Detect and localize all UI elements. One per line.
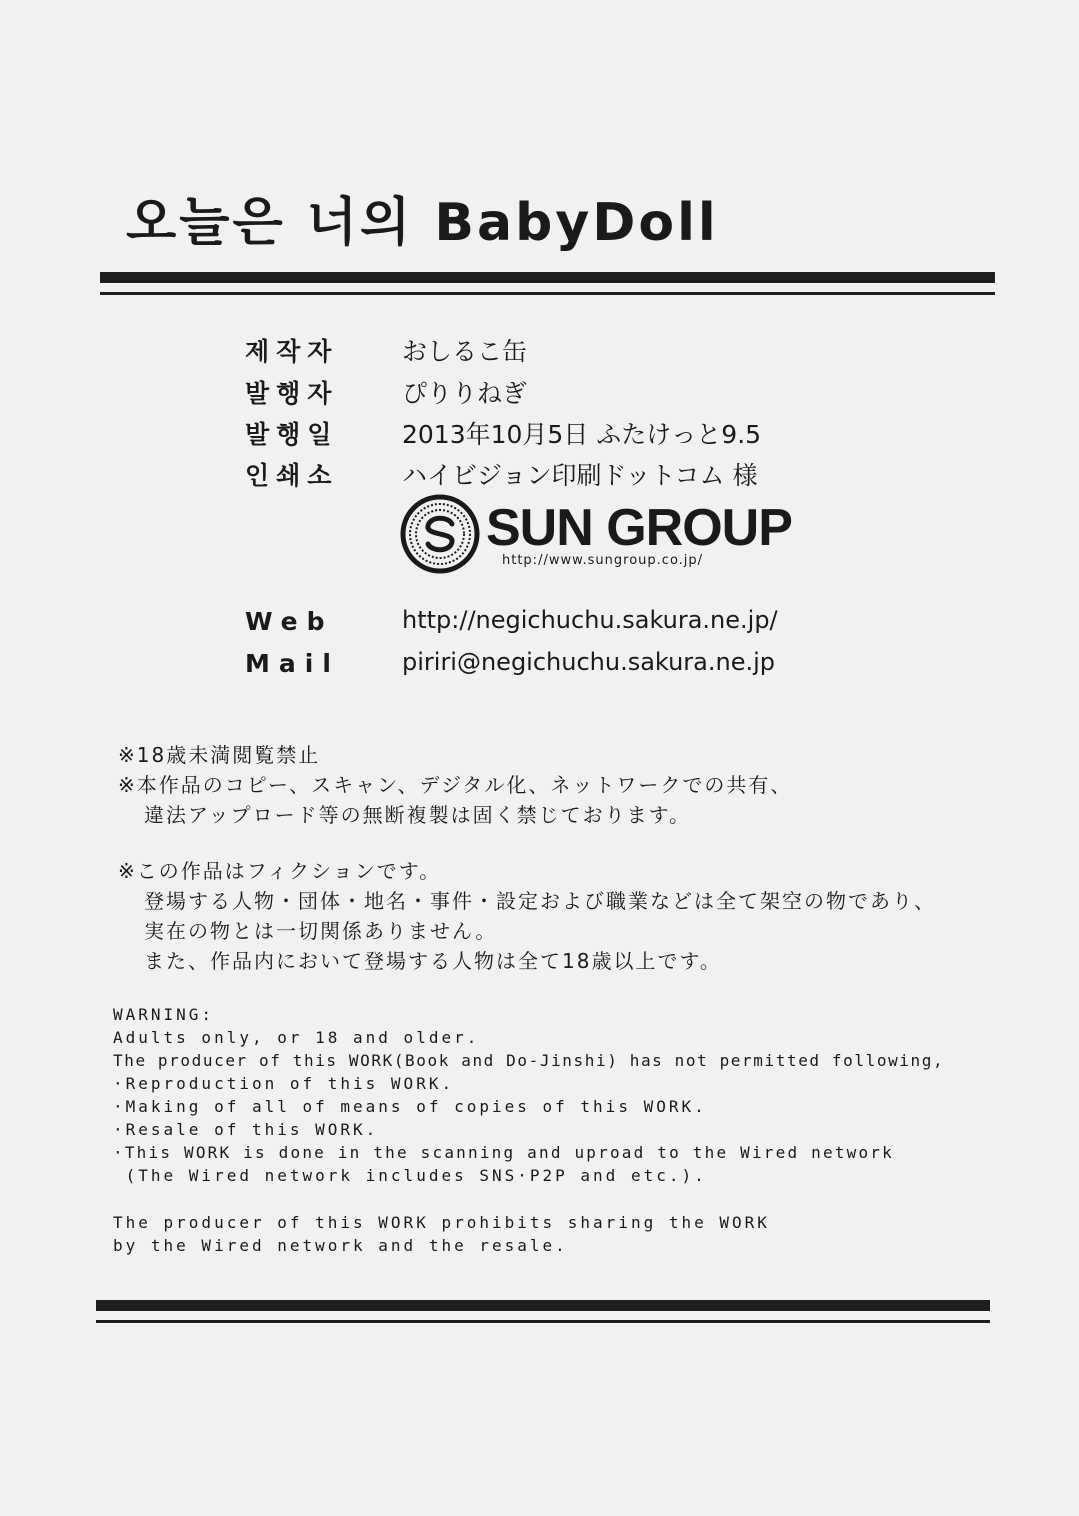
notice-line: 実在の物とは一切関係ありません。 [144, 919, 498, 943]
mail-address-link[interactable]: piriri@negichuchu.sakura.ne.jp [402, 648, 776, 676]
printer-label: 인쇄소 [245, 461, 339, 490]
mail-label: Mail [245, 649, 340, 678]
producer-label: 제작자 [245, 337, 339, 366]
web-label: Web [245, 607, 334, 636]
notice-line: ※この作品はフィクションです。 [118, 859, 442, 883]
bottom-rule-thin [96, 1320, 990, 1323]
publish-date-label: 발행일 [245, 420, 339, 449]
web-url-link[interactable]: http://negichuchu.sakura.ne.jp/ [402, 606, 778, 634]
page-title: 오늘은 너의 BabyDoll [126, 193, 719, 253]
sun-group-url: http://www.sungroup.co.jp/ [502, 553, 704, 568]
warning-line: ·Reproduction of this WORK. [113, 1074, 455, 1093]
warning-line: by the Wired network and the resale. [113, 1236, 568, 1255]
notice-line: 違法アップロード等の無断複製は固く禁じております。 [144, 803, 691, 827]
notice-line: また、作品内において登場する人物は全て18歳以上です。 [144, 949, 722, 973]
top-rule-thin [100, 292, 995, 295]
notice-line: 登場する人物・団体・地名・事件・設定および職業などは全て架空の物であり、 [144, 889, 936, 913]
publisher-label: 발행자 [245, 379, 339, 408]
sun-group-logo-text: SUN GROUP [486, 499, 792, 557]
publisher-value: ぴりりねぎ [402, 379, 528, 408]
warning-line: ·Making of all of means of copies of this WORK. [113, 1097, 707, 1116]
sun-group-emblem-icon [400, 494, 480, 574]
warning-line: ·This WORK is done in the scanning and uproad to the Wired network [113, 1143, 894, 1162]
warning-line: The producer of this WORK prohibits sharing the WORK [113, 1213, 770, 1232]
printer-value: ハイビジョン印刷ドットコム 様 [402, 461, 758, 490]
warning-line: Adults only, or 18 and older. [113, 1028, 480, 1047]
producer-value: おしるこ缶 [402, 337, 528, 366]
top-rule-thick [100, 272, 995, 283]
sun-group-logo [400, 494, 800, 574]
notice-line: ※本作品のコピー、スキャン、デジタル化、ネットワークでの共有、 [118, 773, 793, 797]
warning-line: ·Resale of this WORK. [113, 1120, 379, 1139]
notice-line: ※18歳未満閲覧禁止 [118, 743, 321, 767]
bottom-rule-thick [96, 1300, 990, 1311]
warning-line: (The Wired network includes SNS·P2P and etc.). [113, 1166, 707, 1185]
publish-date-value: 2013年10月5日 ふたけっと9.5 [402, 420, 762, 449]
warning-line: The producer of this WORK(Book and Do-Jinshi) has not permitted following, [113, 1051, 945, 1070]
warning-line: WARNING: [113, 1005, 215, 1024]
